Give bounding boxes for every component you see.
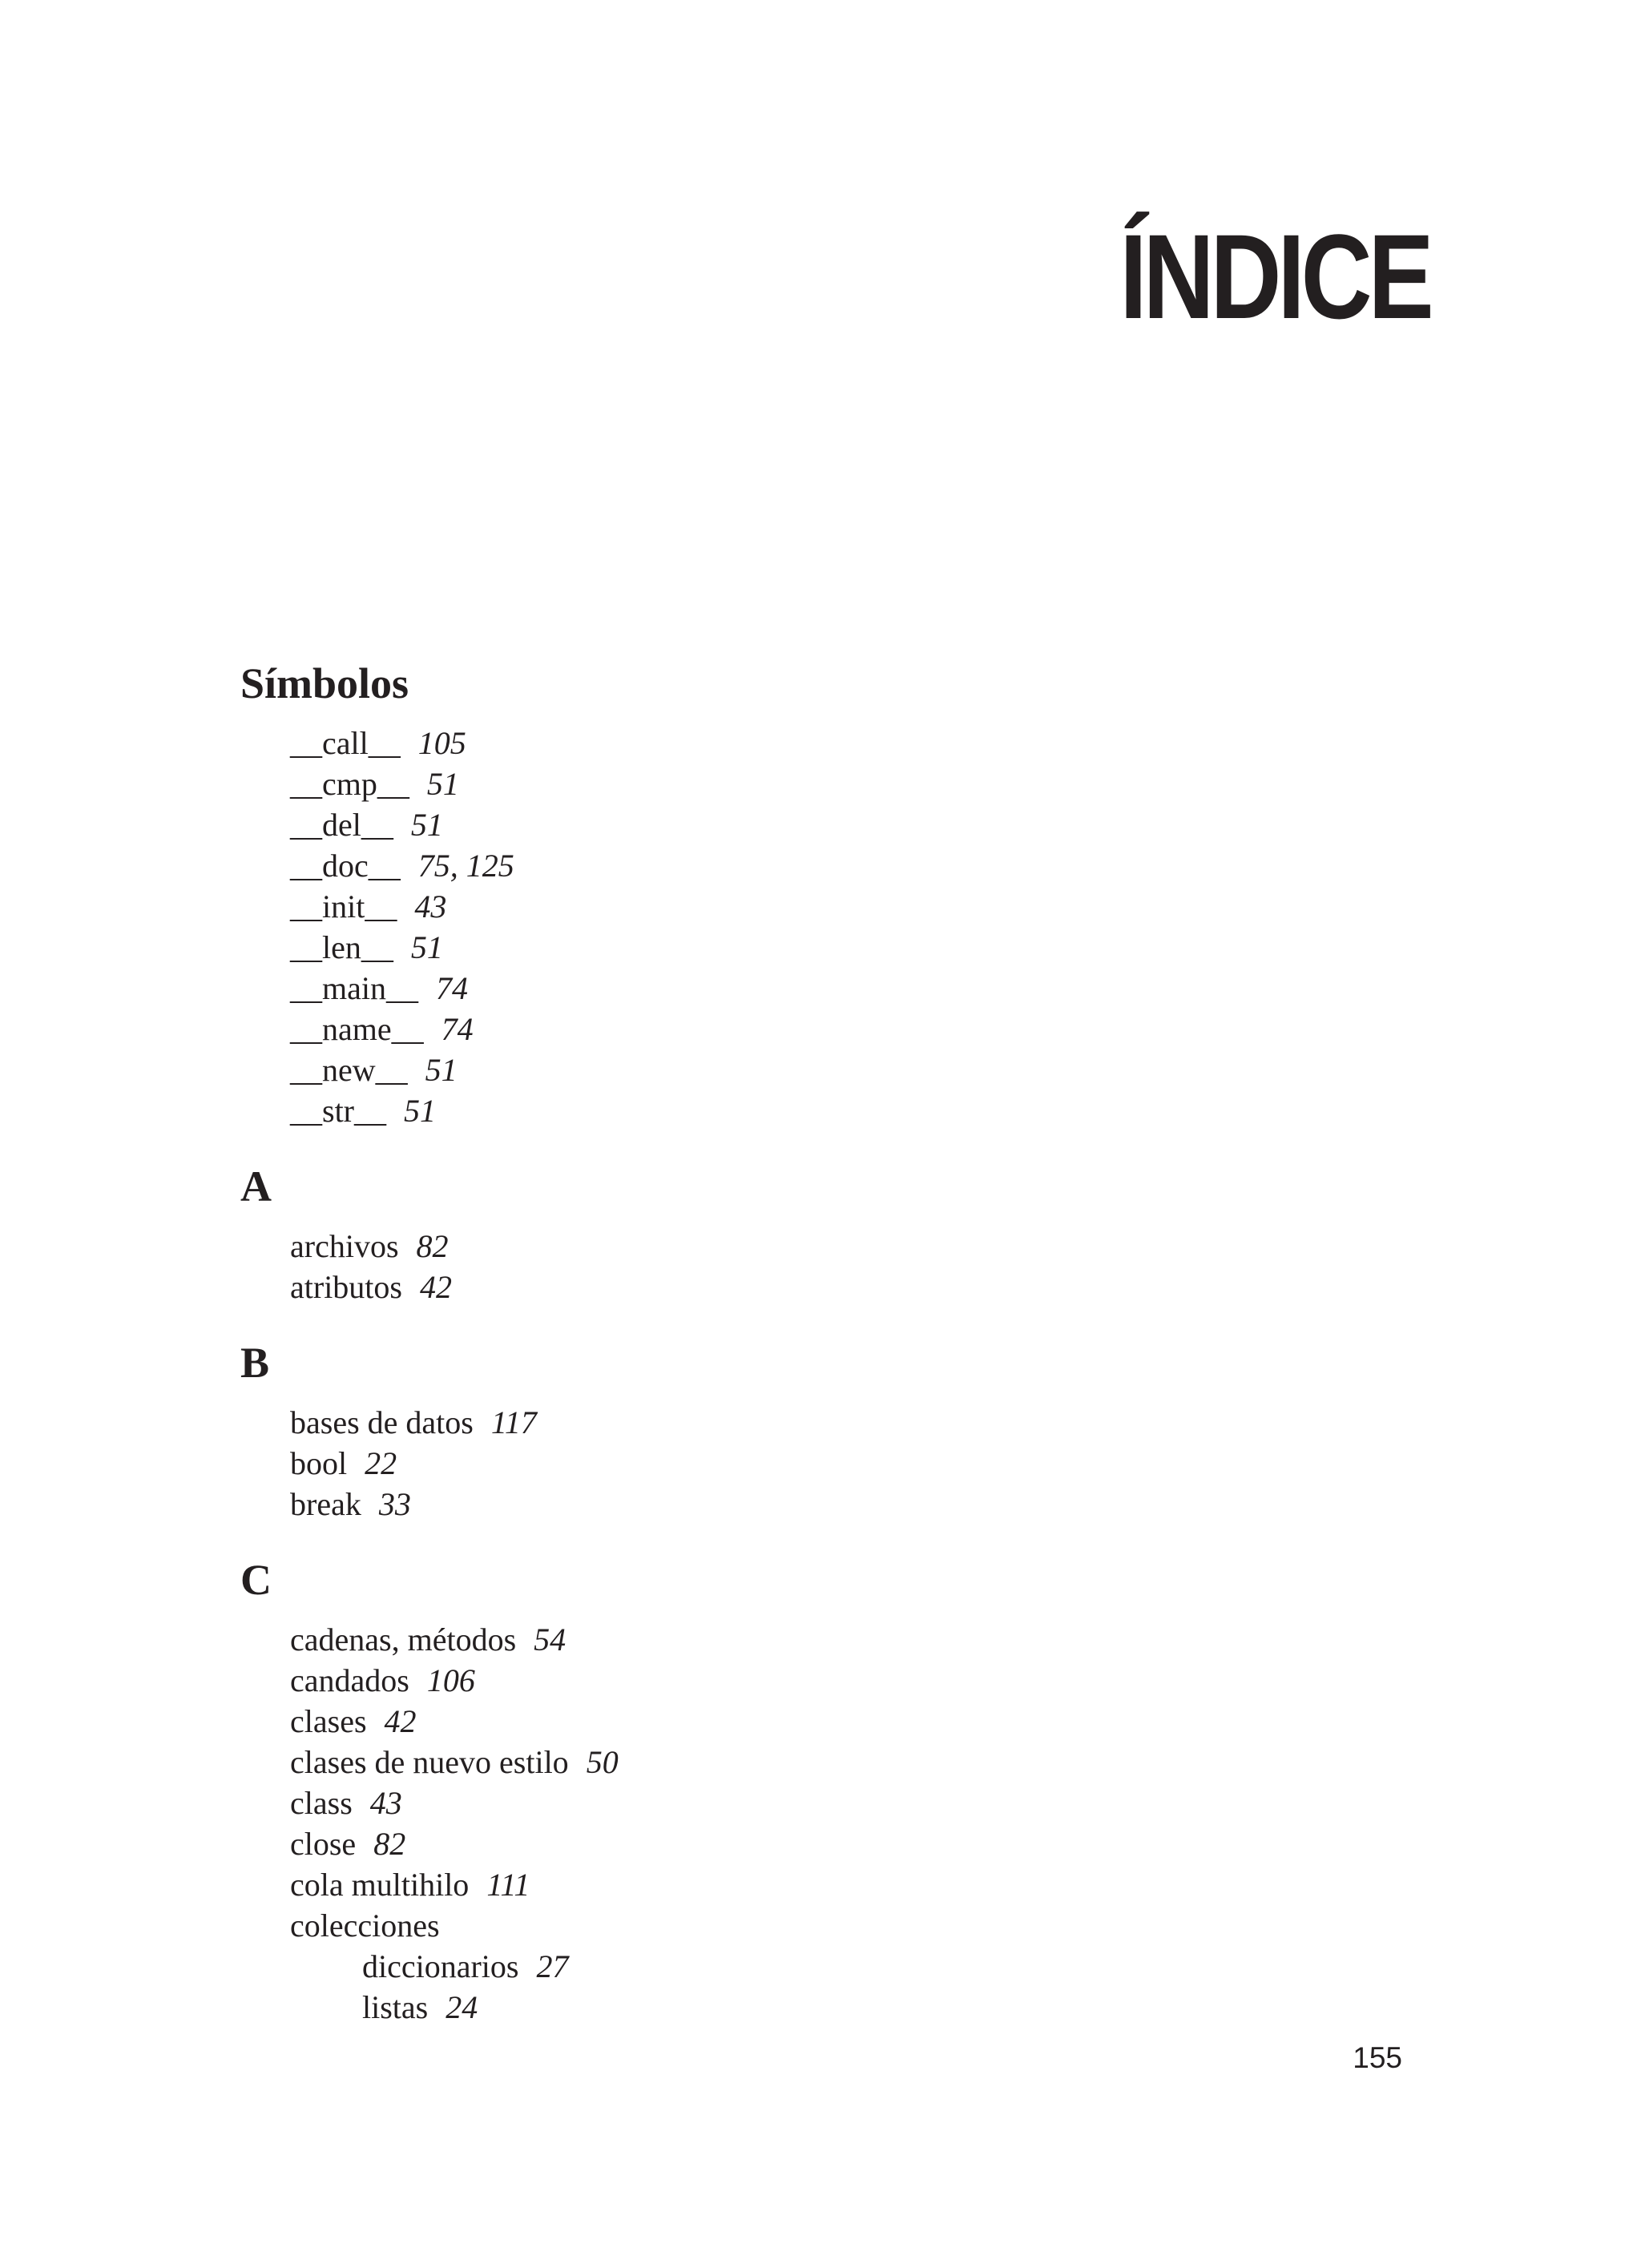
index-term: __call__ (290, 725, 401, 761)
index-entry (240, 845, 619, 886)
index-entry (240, 1619, 619, 1660)
index-pages: 82 (416, 1228, 449, 1264)
index-pages: 51 (426, 766, 459, 802)
index-entry (240, 1484, 619, 1525)
index-pages: 117 (490, 1404, 537, 1440)
section-entries-simbolos (240, 723, 619, 1131)
index-entry (240, 1402, 619, 1443)
index-term: diccionarios (362, 1948, 519, 1984)
index-pages: 75, 125 (417, 848, 514, 884)
index-entry (240, 804, 619, 845)
index-pages: 82 (373, 1826, 406, 1862)
index-pages: 33 (378, 1486, 411, 1522)
index-term: bases de datos (290, 1404, 474, 1440)
index-term: colecciones (290, 1907, 440, 1944)
section-heading-c: C (240, 1556, 272, 1604)
index-pages: 43 (414, 888, 447, 925)
section-entries-c (240, 1619, 619, 2028)
index-entry (240, 1049, 619, 1090)
index-term: __new__ (290, 1052, 408, 1088)
index-term: close (290, 1826, 357, 1862)
index-pages: 106 (426, 1662, 475, 1698)
section-heading-simbolos: Símbolos (240, 659, 409, 707)
section-heading-a: A (240, 1162, 272, 1211)
index-pages: 22 (365, 1445, 397, 1481)
index-entry (240, 886, 619, 927)
index-pages: 74 (435, 970, 468, 1006)
index-term: clases de nuevo estilo (290, 1744, 569, 1780)
index-term: __str__ (290, 1093, 386, 1129)
index-term: __init__ (290, 888, 397, 925)
index-pages: 51 (410, 929, 443, 965)
page-number: 155 (1353, 2041, 1402, 2074)
index-term: __cmp__ (290, 766, 409, 802)
index-pages: 105 (417, 725, 466, 761)
index-term: break (290, 1486, 361, 1522)
index-pages: 111 (486, 1867, 530, 1903)
index-pages: 54 (534, 1621, 566, 1658)
index-term: candados (290, 1662, 409, 1698)
index-term: atributos (290, 1269, 402, 1305)
index-entry (240, 968, 619, 1009)
index-term: cola multihilo (290, 1867, 470, 1903)
index-pages: 27 (536, 1948, 569, 1984)
index-entry (240, 1905, 619, 1946)
index-pages: 42 (384, 1703, 417, 1739)
section-entries-b (240, 1402, 619, 1525)
index-entry (240, 1443, 619, 1484)
index-term: cadenas, métodos (290, 1621, 517, 1658)
index-pages: 51 (404, 1093, 436, 1129)
index-entry (240, 1009, 619, 1049)
index-pages: 42 (419, 1269, 452, 1305)
index-entry (240, 1783, 619, 1823)
index-term: __name__ (290, 1011, 424, 1047)
index-pages: 24 (446, 1989, 478, 2025)
index-entry (240, 763, 619, 804)
index-term: archivos (290, 1228, 399, 1264)
index-entry (240, 1823, 619, 1864)
index-term: clases (290, 1703, 367, 1739)
index-term: class (290, 1785, 353, 1821)
index-pages: 74 (441, 1011, 474, 1047)
index-entry (240, 1660, 619, 1701)
index-entry (240, 1226, 619, 1267)
index-term: __doc__ (290, 848, 401, 884)
index-pages: 51 (425, 1052, 458, 1088)
index-term: __len__ (290, 929, 393, 965)
index-entry (240, 927, 619, 968)
index-entry (240, 723, 619, 763)
index-subentry (240, 1987, 619, 2028)
index-entry (240, 1742, 619, 1783)
index-entry (240, 1090, 619, 1131)
index-term: __del__ (290, 807, 393, 843)
section-entries-a (240, 1226, 619, 1307)
index-term: listas (362, 1989, 429, 2025)
index-pages: 50 (586, 1744, 619, 1780)
index-entry (240, 1864, 619, 1905)
page-title: ÍNDICE (1119, 209, 1430, 344)
index-term: bool (290, 1445, 348, 1481)
index-pages: 43 (369, 1785, 402, 1821)
index-pages: 51 (410, 807, 443, 843)
index-term: __main__ (290, 970, 418, 1006)
index-entry (240, 1701, 619, 1742)
index-list (240, 655, 619, 2028)
index-subentry (240, 1946, 619, 1987)
section-heading-b: B (240, 1339, 270, 1387)
index-entry (240, 1267, 619, 1307)
